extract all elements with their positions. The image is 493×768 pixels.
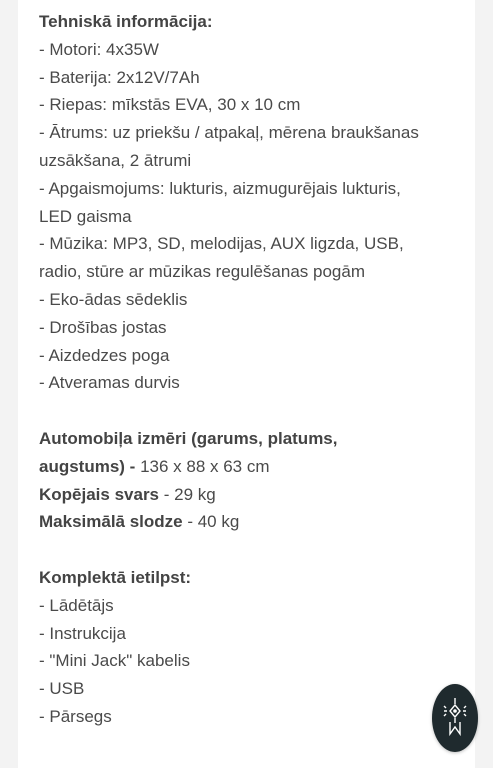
tech-item: - Atveramas durvis bbox=[39, 373, 180, 393]
kit-item: - Instrukcija bbox=[39, 623, 126, 643]
dimensions-value: 136 x 88 x 63 cm bbox=[135, 456, 270, 476]
load-label: Maksimālā slodze bbox=[39, 512, 183, 532]
tech-item: - Baterija: 2x12V/7Ah bbox=[39, 67, 200, 87]
spacer bbox=[39, 397, 469, 425]
dimensions-label-line bbox=[39, 425, 469, 453]
weight-value: - 29 kg bbox=[159, 484, 216, 504]
weight-row bbox=[39, 481, 469, 509]
tech-item: - Aizdedzes poga bbox=[39, 345, 170, 365]
tech-item: radio, stūre ar mūzikas regulēšanas pogām bbox=[39, 262, 365, 282]
spacer bbox=[39, 536, 469, 564]
kit-item: - USB bbox=[39, 679, 85, 699]
dimensions-label: Automobiļa izmēri (garums, platums, bbox=[39, 428, 338, 448]
kit-heading: Komplektā ietilpst: bbox=[39, 567, 192, 587]
tech-item: uzsākšana, 2 ātrumi bbox=[39, 150, 192, 170]
logo-diamond-icon bbox=[441, 696, 469, 740]
tech-item: - Drošības jostas bbox=[39, 317, 167, 337]
dimensions-label-cont: augstums) - bbox=[39, 456, 136, 476]
floating-logo-button[interactable] bbox=[432, 684, 478, 752]
load-value: - 40 kg bbox=[182, 512, 240, 532]
product-description bbox=[39, 8, 469, 731]
kit-item: - Pārsegs bbox=[39, 706, 112, 726]
kit-item: - "Mini Jack" kabelis bbox=[39, 651, 190, 671]
tech-heading: Tehniskā informācija: bbox=[39, 12, 213, 31]
tech-item: LED gaisma bbox=[39, 206, 132, 226]
tech-item: - Riepas: mīkstās EVA, 30 x 10 cm bbox=[39, 95, 301, 115]
tech-item: - Eko-ādas sēdeklis bbox=[39, 289, 188, 309]
dimensions-row bbox=[39, 453, 469, 481]
kit-item: - Lādētājs bbox=[39, 595, 114, 615]
tech-item: - Mūzika: MP3, SD, melodijas, AUX ligzda, USB, bbox=[39, 234, 404, 254]
tech-item: - Apgaismojums: lukturis, aizmugurējais lukturis, bbox=[39, 178, 401, 198]
weight-label: Kopējais svars bbox=[39, 484, 160, 504]
tech-item: - Ātrums: uz priekšu / atpakaļ, mērena braukšanas bbox=[39, 123, 419, 143]
tech-item: - Motori: 4x35W bbox=[39, 39, 159, 59]
load-row bbox=[39, 508, 469, 536]
